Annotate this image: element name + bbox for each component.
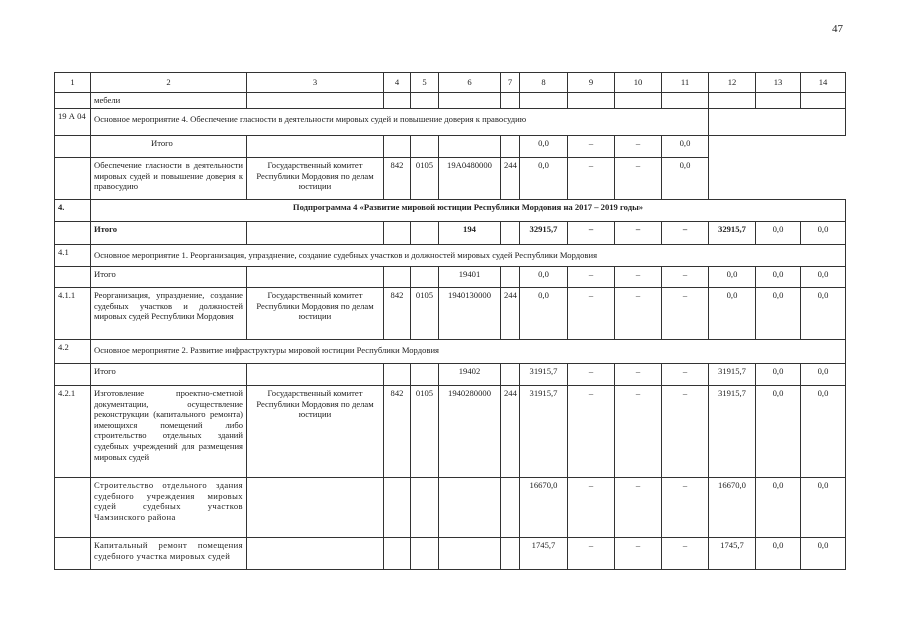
- cell-c12: 31915,7: [709, 386, 756, 478]
- header-cell: 2: [91, 73, 247, 93]
- cell-c8: 0,0: [520, 158, 568, 200]
- cell-c14: 0,0: [801, 538, 846, 570]
- header-cell: 12: [709, 73, 756, 93]
- cell-c14: 0,0: [801, 478, 846, 538]
- row-org: Государственный комитет Республики Мордовия по делам юстиции: [247, 288, 384, 340]
- row-org: Государственный комитет Республики Мордовия по делам юстиции: [247, 158, 384, 200]
- cell-c11: –: [662, 478, 709, 538]
- cell-c7: 244: [501, 386, 520, 478]
- cell-c9: –: [568, 364, 615, 386]
- cell-c9: –: [568, 222, 615, 245]
- cell-c13: 0,0: [756, 478, 801, 538]
- table-row: [55, 245, 846, 267]
- cell-c9: –: [568, 478, 615, 538]
- cell-c10: –: [615, 222, 662, 245]
- cell-c13: 0,0: [756, 364, 801, 386]
- cell-c9: –: [568, 136, 615, 158]
- row-code: 19 А 04: [55, 109, 91, 136]
- cell-c13: 0,0: [756, 222, 801, 245]
- cell-c9: –: [568, 386, 615, 478]
- cell-c6: 194: [439, 222, 501, 245]
- budget-table: [54, 72, 846, 570]
- cell-c14: 0,0: [801, 222, 846, 245]
- cell-c11: –: [662, 538, 709, 570]
- header-cell: 10: [615, 73, 662, 93]
- row-name: Итого: [91, 364, 247, 386]
- row-code: 4.2: [55, 340, 91, 364]
- table-row: [55, 386, 846, 478]
- header-cell: 9: [568, 73, 615, 93]
- table-row: [55, 93, 846, 109]
- cell-c8: 31915,7: [520, 386, 568, 478]
- row-name: Итого: [91, 267, 247, 288]
- cell-c8: 32915,7: [520, 222, 568, 245]
- cell-c5: 0105: [411, 288, 439, 340]
- cell-c6: 19401: [439, 267, 501, 288]
- cell-c14: 0,0: [801, 288, 846, 340]
- cell-c12: 0,0: [709, 288, 756, 340]
- cell-c10: –: [615, 136, 662, 158]
- cell-c10: –: [615, 538, 662, 570]
- table-row: [55, 109, 846, 136]
- cell-c11: –: [662, 364, 709, 386]
- row-name: Изготовление проектно-сметной документации, осуществление реконструкции (капитального ремонта) имеющихся помещений либо строительство отдельных зданий судебных учреждений для размещения мировых судей: [91, 386, 247, 478]
- row-code: 4.2.1: [55, 386, 91, 478]
- section-title: Основное мероприятие 2. Развитие инфраструктуры мировой юстиции Республики Мордовия: [91, 340, 846, 364]
- cell-c10: –: [615, 267, 662, 288]
- header-cell: 5: [411, 73, 439, 93]
- row-name: Капитальный ремонт помещения судебного участка мировых судей: [91, 538, 247, 570]
- cell-c4: 842: [384, 158, 411, 200]
- cell-c13: 0,0: [756, 538, 801, 570]
- cell-c5: 0105: [411, 386, 439, 478]
- section-title: Основное мероприятие 1. Реорганизация, упразднение, создание судебных участков и должностей мировых судей Республики Мордовия: [91, 245, 846, 267]
- table-row: [55, 288, 846, 340]
- cell-c13: 0,0: [756, 288, 801, 340]
- cell-c11: –: [662, 386, 709, 478]
- cell-c12: 16670,0: [709, 478, 756, 538]
- cell-c14: 0,0: [801, 386, 846, 478]
- cell-c10: –: [615, 478, 662, 538]
- cell-c6: 1940130000: [439, 288, 501, 340]
- cell-c8: 0,0: [520, 288, 568, 340]
- cell-c10: –: [615, 288, 662, 340]
- row-name: Реорганизация, упразднение, создание судебных участков и должностей мировых судей Республики Мордовия: [91, 288, 247, 340]
- header-cell: 1: [55, 73, 91, 93]
- table-row: [55, 136, 846, 158]
- table-header-row: [55, 73, 846, 93]
- cell-c8: 0,0: [520, 267, 568, 288]
- cell-c12: 32915,7: [709, 222, 756, 245]
- cell-c11: –: [662, 222, 709, 245]
- cell-c9: –: [568, 267, 615, 288]
- header-cell: 11: [662, 73, 709, 93]
- header-cell: 6: [439, 73, 501, 93]
- cell-c11: –: [662, 288, 709, 340]
- cell-c9: –: [568, 538, 615, 570]
- table-row: [55, 222, 846, 245]
- cell-c8: 16670,0: [520, 478, 568, 538]
- header-cell: 4: [384, 73, 411, 93]
- row-name: Обеспечение гласности в деятельности мировых судей и повышение доверия к правосудию: [91, 158, 247, 200]
- cell-c4: 842: [384, 386, 411, 478]
- cell-c8: 31915,7: [520, 364, 568, 386]
- row-org: Государственный комитет Республики Мордовия по делам юстиции: [247, 386, 384, 478]
- section-title: Основное мероприятие 4. Обеспечение гласности в деятельности мировых судей и повышение доверия к правосудию: [91, 109, 709, 136]
- table-row: [55, 478, 846, 538]
- table-row: [55, 364, 846, 386]
- cell-c12: 31915,7: [709, 364, 756, 386]
- row-name: мебели: [91, 93, 247, 109]
- cell-c6: 1940280000: [439, 386, 501, 478]
- table-row: [55, 538, 846, 570]
- cell-c11: 0,0: [662, 158, 709, 200]
- cell-c8: 0,0: [520, 136, 568, 158]
- row-name: Итого: [91, 222, 247, 245]
- cell-c4: 842: [384, 288, 411, 340]
- header-cell: 13: [756, 73, 801, 93]
- row-code: 4.1.1: [55, 288, 91, 340]
- table-row: [55, 340, 846, 364]
- header-cell: 14: [801, 73, 846, 93]
- row-name: Строительство отдельного здания судебного учреждения мировых судей судебных участков Чамзинского района: [91, 478, 247, 538]
- cell-c11: 0,0: [662, 136, 709, 158]
- table-row: [55, 267, 846, 288]
- table-row: [55, 200, 846, 222]
- subprogram-title: Подпрограмма 4 «Развитие мировой юстиции Республики Мордовия на 2017 – 2019 годы»: [91, 200, 846, 222]
- cell-c13: 0,0: [756, 267, 801, 288]
- row-name: Итого: [91, 136, 247, 158]
- header-cell: 8: [520, 73, 568, 93]
- cell-c10: –: [615, 364, 662, 386]
- cell-c9: –: [568, 158, 615, 200]
- header-cell: 7: [501, 73, 520, 93]
- cell-c10: –: [615, 158, 662, 200]
- cell-c8: 1745,7: [520, 538, 568, 570]
- cell-c6: 19А0480000: [439, 158, 501, 200]
- cell-c13: 0,0: [756, 386, 801, 478]
- cell-c14: 0,0: [801, 267, 846, 288]
- row-code: 4.: [55, 200, 91, 222]
- cell-c6: 19402: [439, 364, 501, 386]
- table-row: [55, 158, 846, 200]
- cell-c5: 0105: [411, 158, 439, 200]
- page-number: 47: [832, 23, 843, 35]
- cell-c11: –: [662, 267, 709, 288]
- row-code: 4.1: [55, 245, 91, 267]
- header-cell: 3: [247, 73, 384, 93]
- cell-c12: 0,0: [709, 267, 756, 288]
- cell-c12: 1745,7: [709, 538, 756, 570]
- cell-c10: –: [615, 386, 662, 478]
- cell-c9: –: [568, 288, 615, 340]
- cell-c7: 244: [501, 158, 520, 200]
- cell-c14: 0,0: [801, 364, 846, 386]
- cell-c7: 244: [501, 288, 520, 340]
